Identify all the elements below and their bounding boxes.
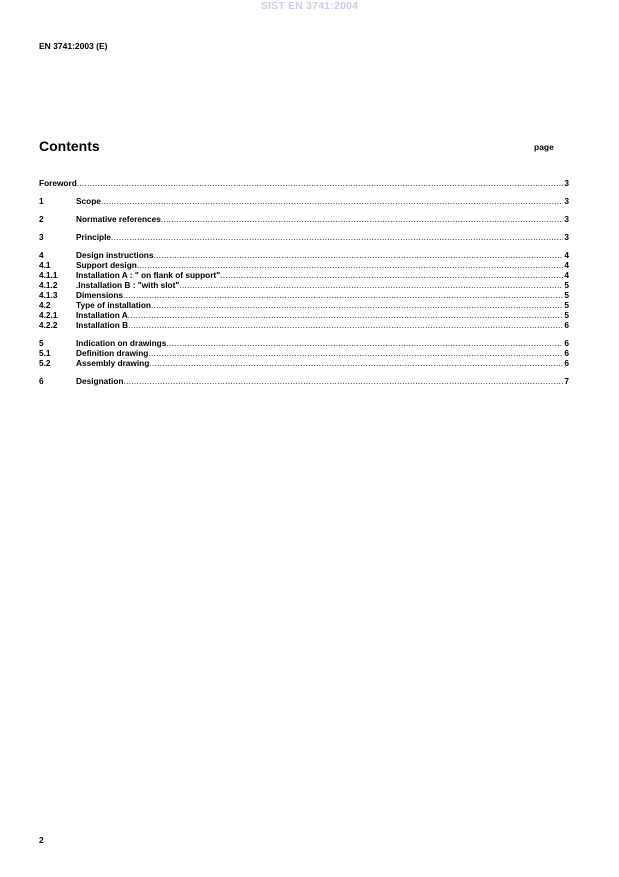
- toc-entry-number: 4.2.2: [39, 320, 58, 330]
- toc-entry-page: 5: [564, 280, 569, 290]
- toc-entry-title: Scope: [76, 196, 101, 206]
- watermark: SIST EN 3741:2004: [260, 0, 359, 12]
- page-number: 2: [39, 835, 44, 845]
- toc-entry-foreword[interactable]: [39, 178, 569, 188]
- toc-entry-1[interactable]: [39, 196, 569, 206]
- toc-entry-title: Support design: [76, 260, 137, 270]
- toc-entry-number: 4.1.1: [39, 270, 58, 280]
- toc-entry-number: 5: [39, 338, 44, 348]
- toc-entry-number: 4.1.2: [39, 280, 58, 290]
- toc-entry-title: Type of installation: [76, 300, 151, 310]
- toc-entry-4-2-1[interactable]: [39, 310, 569, 320]
- toc-dot-leader: [151, 300, 563, 310]
- toc-entry-title: Indication on drawings: [76, 338, 167, 348]
- toc-entry-page: 3: [564, 196, 569, 206]
- toc-entry-number: 4.1: [39, 260, 51, 270]
- toc-entry-page: 7: [564, 376, 569, 386]
- page-column-label: page: [534, 142, 554, 152]
- toc-dot-leader: [111, 232, 563, 242]
- toc-entry-4-2-2[interactable]: [39, 320, 569, 330]
- toc-entry-number: 5.1: [39, 348, 51, 358]
- toc-entry-title: Assembly drawing: [76, 358, 150, 368]
- toc-entry-4-1-1[interactable]: [39, 270, 569, 280]
- toc-entry-number: 5.2: [39, 358, 51, 368]
- toc-entry-number: 4.2.1: [39, 310, 58, 320]
- toc-dot-leader: [179, 280, 563, 290]
- toc-entry-page: 3: [564, 214, 569, 224]
- toc-dot-leader: [101, 196, 563, 206]
- toc-entry-page: 3: [564, 232, 569, 242]
- toc-entry-4-1-2[interactable]: [39, 280, 569, 290]
- toc-dot-leader: [128, 310, 564, 320]
- toc-dot-leader: [166, 338, 563, 348]
- toc-entry-4-1[interactable]: [39, 260, 569, 270]
- toc-entry-page: 5: [564, 290, 569, 300]
- toc-entry-number: 4: [39, 250, 44, 260]
- toc-entry-2[interactable]: [39, 214, 569, 224]
- toc-entry-number: 4.1.3: [39, 290, 58, 300]
- table-of-contents: [39, 178, 569, 386]
- toc-dot-leader: [137, 260, 564, 270]
- toc-entry-page: 6: [564, 338, 569, 348]
- document-id: EN 3741:2003 (E): [39, 41, 108, 51]
- toc-entry-4-1-3[interactable]: [39, 290, 569, 300]
- toc-entry-4[interactable]: [39, 250, 569, 260]
- toc-entry-5-2[interactable]: [39, 358, 569, 368]
- toc-entry-title: Normative references: [76, 214, 161, 224]
- toc-entry-title: Foreword: [39, 178, 77, 188]
- toc-dot-leader: [220, 270, 563, 280]
- toc-entry-4-2[interactable]: [39, 300, 569, 310]
- toc-entry-number: 2: [39, 214, 44, 224]
- toc-dot-leader: [123, 376, 563, 386]
- toc-entry-6[interactable]: [39, 376, 569, 386]
- toc-entry-title: Installation A: [76, 310, 128, 320]
- toc-entry-number: 4.2: [39, 300, 51, 310]
- toc-entry-3[interactable]: [39, 232, 569, 242]
- toc-dot-leader: [153, 250, 563, 260]
- toc-entry-page: 6: [564, 348, 569, 358]
- toc-entry-title: .Installation B : "with slot": [76, 280, 180, 290]
- toc-dot-leader: [77, 178, 564, 188]
- toc-entry-page: 5: [564, 310, 569, 320]
- toc-entry-title: Principle: [76, 232, 112, 242]
- contents-title: Contents: [39, 138, 100, 154]
- toc-entry-title: Installation A : " on flank of support": [76, 270, 221, 280]
- toc-entry-title: Design instructions: [76, 250, 154, 260]
- toc-entry-number: 3: [39, 232, 44, 242]
- toc-dot-leader: [128, 320, 563, 330]
- toc-entry-title: Designation: [76, 376, 124, 386]
- toc-entry-title: Installation B: [76, 320, 129, 330]
- toc-entry-title: Definition drawing: [76, 348, 149, 358]
- toc-entry-page: 6: [564, 320, 569, 330]
- toc-dot-leader: [123, 290, 563, 300]
- toc-entry-page: 4: [564, 260, 569, 270]
- toc-entry-page: 4: [564, 250, 569, 260]
- toc-entry-number: 1: [39, 196, 44, 206]
- toc-entry-page: 4: [564, 270, 569, 280]
- toc-entry-5-1[interactable]: [39, 348, 569, 358]
- toc-entry-5[interactable]: [39, 338, 569, 348]
- toc-dot-leader: [161, 214, 564, 224]
- toc-dot-leader: [148, 348, 563, 358]
- toc-entry-page: 3: [564, 178, 569, 188]
- toc-entry-number: 6: [39, 376, 44, 386]
- toc-dot-leader: [149, 358, 563, 368]
- toc-entry-title: Dimensions: [76, 290, 124, 300]
- toc-entry-page: 5: [564, 300, 569, 310]
- toc-entry-page: 6: [564, 358, 569, 368]
